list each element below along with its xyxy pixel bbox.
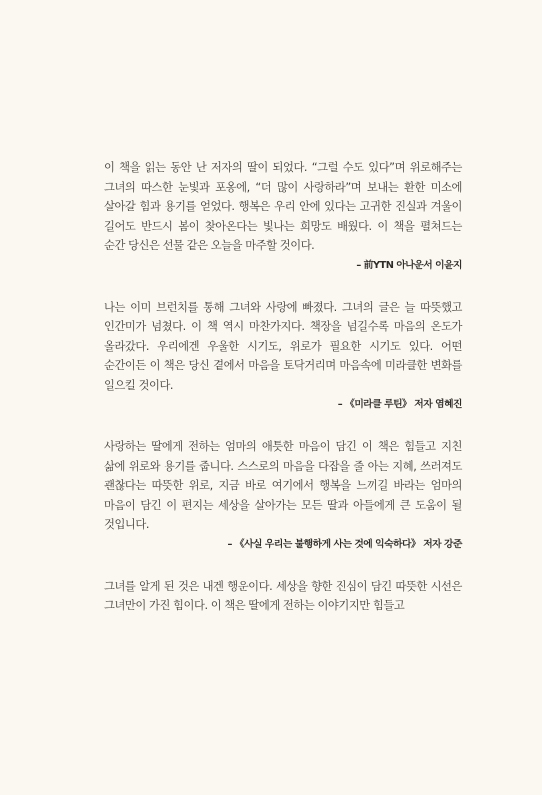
endorsement-text: 사랑하는 딸에게 전하는 엄마의 애틋한 마음이 담긴 이 책은 힘들고 지친 삶에 위로와 용기를 줍니다. 스스로의 마음을 다잡을 줄 아는 지혜, 쓰러져도 괜찮다는 따뜻한 위로, 지금 바로 여기에서 행복을 느끼길 바라는 엄마의 마음이 담긴 이 편지는 세상을 살아가는 모든 딸과 아들에게 큰 도움이 될 것입니다.	[104, 440, 462, 531]
endorsement-attribution: – 前YTN 아나운서 이윤지	[356, 259, 462, 271]
endorsement-text: 이 책을 읽는 동안 난 저자의 딸이 되었다. “그럴 수도 있다”며 위로해주는 그녀의 따스한 눈빛과 포옹에, “더 많이 사랑하라”며 보내는 환한 미소에 살아갈 힘과 용기를 얻었다. 행복은 우리 안에 있다는 고귀한 진실과 겨울이 길어도 반드시 봄이 찾아온다는 빛나는 희망도 배웠다. 이 책을 펼쳐드는 순간 당신은 선물 같은 오늘을 마주할 것이다.	[104, 161, 462, 252]
endorsement-attribution: – 《사실 우리는 불행하게 사는 것에 익숙하다》 저자 강준	[227, 538, 462, 550]
endorsements	[104, 158, 462, 616]
endorsement-attribution: – 《미라클 루틴》 저자 염혜진	[337, 399, 462, 410]
endorsement	[104, 437, 462, 553]
endorsement-text: 나는 이미 브런치를 통해 그녀와 사랑에 빠졌다. 그녀의 글은 늘 따뜻했고 인간미가 넘쳤다. 이 책 역시 마찬가지다. 책장을 넘길수록 마음의 온도가 올라갔다. 우리에겐 우울한 시기도, 위로가 필요한 시기도 있다. 어떤 순간이든 이 책은 당신 곁에서 마음을 토닥거리며 마음속에 미라클한 변화를 일으킬 것이다.	[104, 300, 462, 392]
endorsement	[104, 577, 462, 616]
endorsement-text: 그녀를 알게 된 것은 내겐 행운이다. 세상을 향한 진심이 담긴 따뜻한 시선은 그녀만이 가진 힘이다. 이 책은 딸에게 전하는 이야기지만 힘들고	[104, 579, 462, 612]
endorsement	[104, 158, 462, 274]
endorsement	[104, 298, 462, 414]
